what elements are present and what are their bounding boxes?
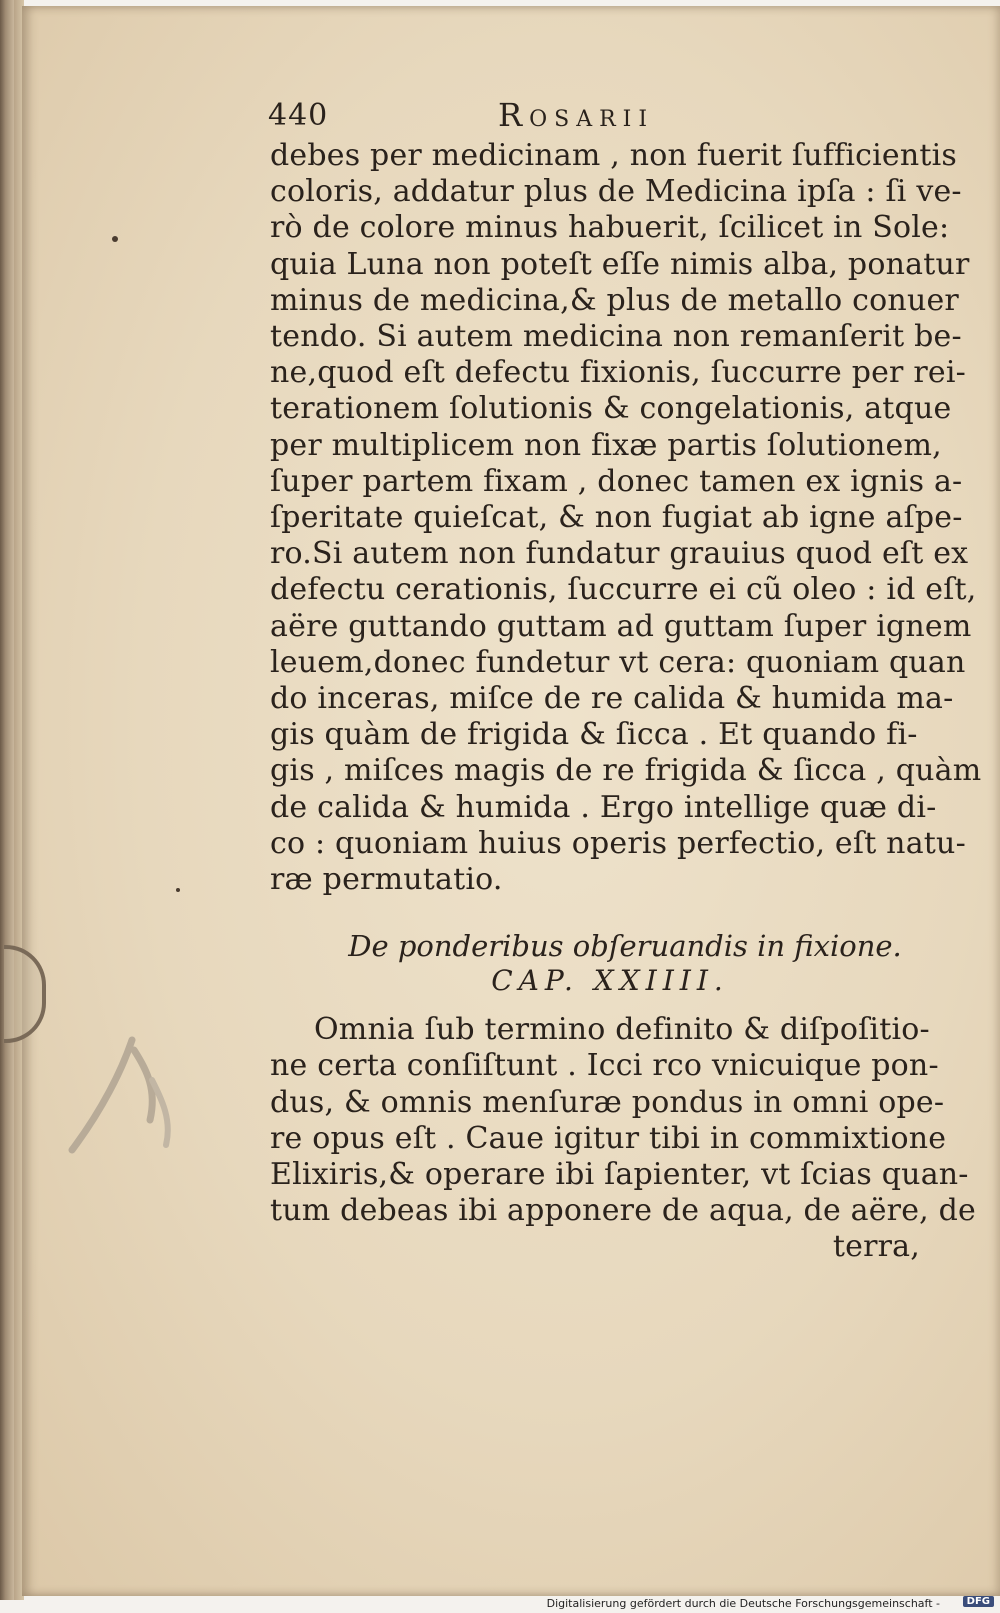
text-line: ſuper partem fixam , donec tamen ex ignis a- (270, 463, 963, 499)
text-line: tendo. Si autem medicina non remanſerit be- (270, 319, 962, 355)
body-paragraph (270, 138, 982, 898)
book-fore-edge (0, 0, 14, 1600)
catchword: terra, (832, 1229, 920, 1265)
text-line: per multiplicem non fixæ partis ſolutionem, (270, 427, 942, 463)
text-line: re opus eſt . Caue igitur tibi in commixtione (270, 1120, 947, 1156)
text-line: de calida & humida . Ergo intellige quæ di- (270, 789, 937, 825)
digitization-credit: Digitalisierung gefördert durch die Deutsche Forschungsgemeinschaft - (546, 1597, 940, 1610)
page-header (270, 90, 920, 138)
ink-speck (112, 236, 118, 242)
text-line: coloris, addatur plus de Medicina ipſa : ſi ve- (270, 174, 962, 210)
ink-speck (176, 888, 180, 892)
text-line: tum debeas ibi apponere de aqua, de aëre, de (270, 1193, 977, 1229)
text-line: defectu cerationis, ſuccurre ei cũ oleo : id eſt, (270, 572, 977, 608)
text-line: do inceras, miſce de re calida & humida ma- (270, 681, 954, 717)
text-line: gis quàm de frigida & ſicca . Et quando fi- (270, 717, 918, 753)
text-line: ſperitate quieſcat, & non fugiat ab igne aſpe- (270, 500, 963, 536)
text-line: leuem,donec fundetur vt cera: quoniam quan (270, 644, 966, 680)
text-block (268, 90, 982, 1266)
running-head: Rosarii (498, 96, 655, 134)
text-line: Omnia ſub termino definito & diſpoſitio- (314, 1012, 930, 1048)
text-line: ne,quod eſt defectu fixionis, ſuccurre per rei- (270, 355, 966, 391)
text-line: minus de medicina,& plus de metallo conuer (270, 282, 959, 318)
text-line: debes per medicinam , non fuerit ſufficientis (270, 138, 958, 173)
text-line: co : quoniam huius operis perfectio, eſt natu- (270, 825, 966, 861)
page-number: 440 (268, 98, 329, 133)
text-line: ro.Si autem non fundatur grauius quod eſt ex (270, 536, 969, 572)
chapter-paragraph (270, 1012, 977, 1265)
text-line: aëre guttando guttam ad guttam ſuper ignem (270, 608, 972, 644)
text-line: Elixiris,& operare ibi ſapienter, vt ſcias quan- (270, 1157, 969, 1193)
marginal-annotation-mark (62, 1030, 182, 1170)
dfg-logo: DFG (963, 1596, 994, 1607)
text-line: quia Luna non poteſt eſſe nimis alba, ponatur (270, 246, 970, 282)
chapter-number: CAP. XXIIII. (491, 964, 729, 998)
text-line: ræ permutatio. (270, 862, 503, 898)
text-line: gis , miſces magis de re frigida & ſicca , quàm (270, 753, 982, 789)
chapter-title: De ponderibus obſeruandis in fixione. (348, 929, 902, 964)
text-line: rò de colore minus habuerit, ſcilicet in Sole: (270, 210, 950, 246)
text-line: dus, & omnis menſuræ pondus in omni ope- (270, 1084, 945, 1120)
text-line: terationem ſolutionis & congelationis, atque (270, 391, 952, 427)
text-line: ne certa conſiſtunt . Icci rco vnicuique pon- (270, 1048, 939, 1084)
